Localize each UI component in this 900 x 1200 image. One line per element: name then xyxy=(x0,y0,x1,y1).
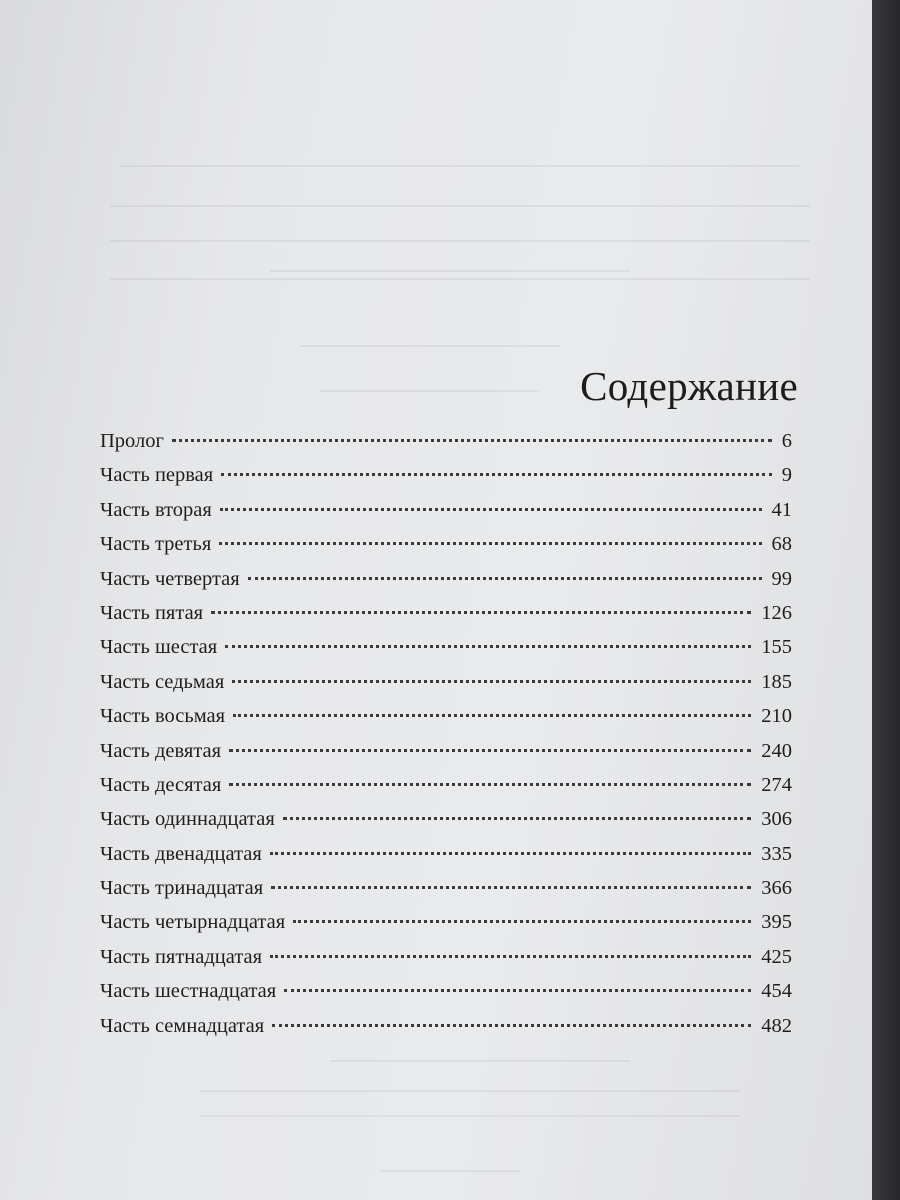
toc-entry-part-14 xyxy=(100,911,792,945)
toc-entry-page: 482 xyxy=(761,1014,792,1037)
toc-entry-title: Часть двенадцатая xyxy=(100,842,262,865)
dot-leader xyxy=(271,886,751,889)
toc-entry-title: Часть седьмая xyxy=(100,670,225,693)
toc-entry-part-1 xyxy=(100,464,792,498)
toc-entry-title: Часть десятая xyxy=(100,773,222,796)
dot-leader xyxy=(248,577,762,580)
toc-entry-page: 306 xyxy=(761,808,792,831)
toc-entry-part-5 xyxy=(100,602,792,636)
dot-leader xyxy=(221,473,772,476)
toc-entry-title: Часть шестая xyxy=(100,636,218,659)
toc-entry-title: Часть четырнадцатая xyxy=(100,911,286,934)
dot-leader xyxy=(270,955,751,958)
dot-leader xyxy=(284,989,751,992)
toc-entry-part-6 xyxy=(100,636,792,670)
dot-leader xyxy=(211,611,751,614)
toc-entry-page: 240 xyxy=(761,739,792,762)
toc-entry-page: 366 xyxy=(761,877,792,900)
toc-entry-page: 9 xyxy=(781,464,792,487)
toc-entry-part-7 xyxy=(100,671,792,705)
toc-entry-title: Часть третья xyxy=(100,533,212,556)
toc-entry-part-17 xyxy=(100,1015,792,1049)
dot-leader xyxy=(225,645,751,648)
toc-entry-title: Часть четвертая xyxy=(100,567,240,590)
dot-leader xyxy=(229,783,751,786)
toc-entry-part-2 xyxy=(100,499,792,533)
toc-entry-title: Часть одиннадцатая xyxy=(100,808,275,831)
toc-entry-page: 41 xyxy=(771,498,792,521)
toc-entry-page: 425 xyxy=(761,945,792,968)
dot-leader xyxy=(293,920,751,923)
toc-entry-page: 155 xyxy=(761,636,792,659)
dot-leader xyxy=(229,749,751,752)
toc-entry-part-9 xyxy=(100,740,792,774)
toc-entry-page: 6 xyxy=(781,430,792,452)
toc-entry-page: 210 xyxy=(761,705,792,728)
dot-leader xyxy=(219,542,761,545)
toc-entry-title: Часть восьмая xyxy=(100,705,226,728)
toc-entry-part-16 xyxy=(100,980,792,1014)
toc-entry-part-3 xyxy=(100,533,792,567)
toc-entry-title: Часть вторая xyxy=(100,498,212,521)
dot-leader xyxy=(232,680,751,683)
toc-entry-part-10 xyxy=(100,774,792,808)
toc-entry-title: Часть первая xyxy=(100,464,214,487)
toc-entry-prologue xyxy=(100,430,792,464)
toc-entry-title: Часть семнадцатая xyxy=(100,1014,265,1037)
toc-entry-part-4 xyxy=(100,568,792,602)
page-title: Содержание xyxy=(580,363,798,409)
toc-entry-page: 68 xyxy=(771,533,792,556)
toc-entry-page: 335 xyxy=(761,842,792,865)
toc-entry-title: Часть тринадцатая xyxy=(100,877,264,900)
dot-leader xyxy=(272,1024,751,1027)
toc-entry-title: Часть девятая xyxy=(100,739,222,762)
toc-entry-page: 274 xyxy=(761,773,792,796)
toc-entry-page: 454 xyxy=(761,980,792,1003)
toc-entry-part-8 xyxy=(100,705,792,739)
dot-leader xyxy=(283,817,751,820)
toc-entry-title: Пролог xyxy=(100,430,164,452)
book-spine-shadow xyxy=(872,0,900,1200)
dot-leader xyxy=(220,508,762,511)
toc-entry-part-12 xyxy=(100,843,792,877)
toc-entry-part-11 xyxy=(100,808,792,842)
dot-leader xyxy=(270,852,751,855)
toc-entry-title: Часть пятнадцатая xyxy=(100,945,263,968)
toc-entry-page: 126 xyxy=(761,601,792,624)
toc-entry-title: Часть пятая xyxy=(100,601,204,624)
toc-entry-title: Часть шестнадцатая xyxy=(100,980,277,1003)
dot-leader xyxy=(233,714,751,717)
toc-entry-page: 395 xyxy=(761,911,792,934)
toc-entry-part-13 xyxy=(100,877,792,911)
toc-entry-page: 99 xyxy=(771,567,792,590)
table-of-contents xyxy=(100,430,792,1049)
toc-entry-page: 185 xyxy=(761,670,792,693)
dot-leader xyxy=(172,439,772,442)
toc-entry-part-15 xyxy=(100,946,792,980)
